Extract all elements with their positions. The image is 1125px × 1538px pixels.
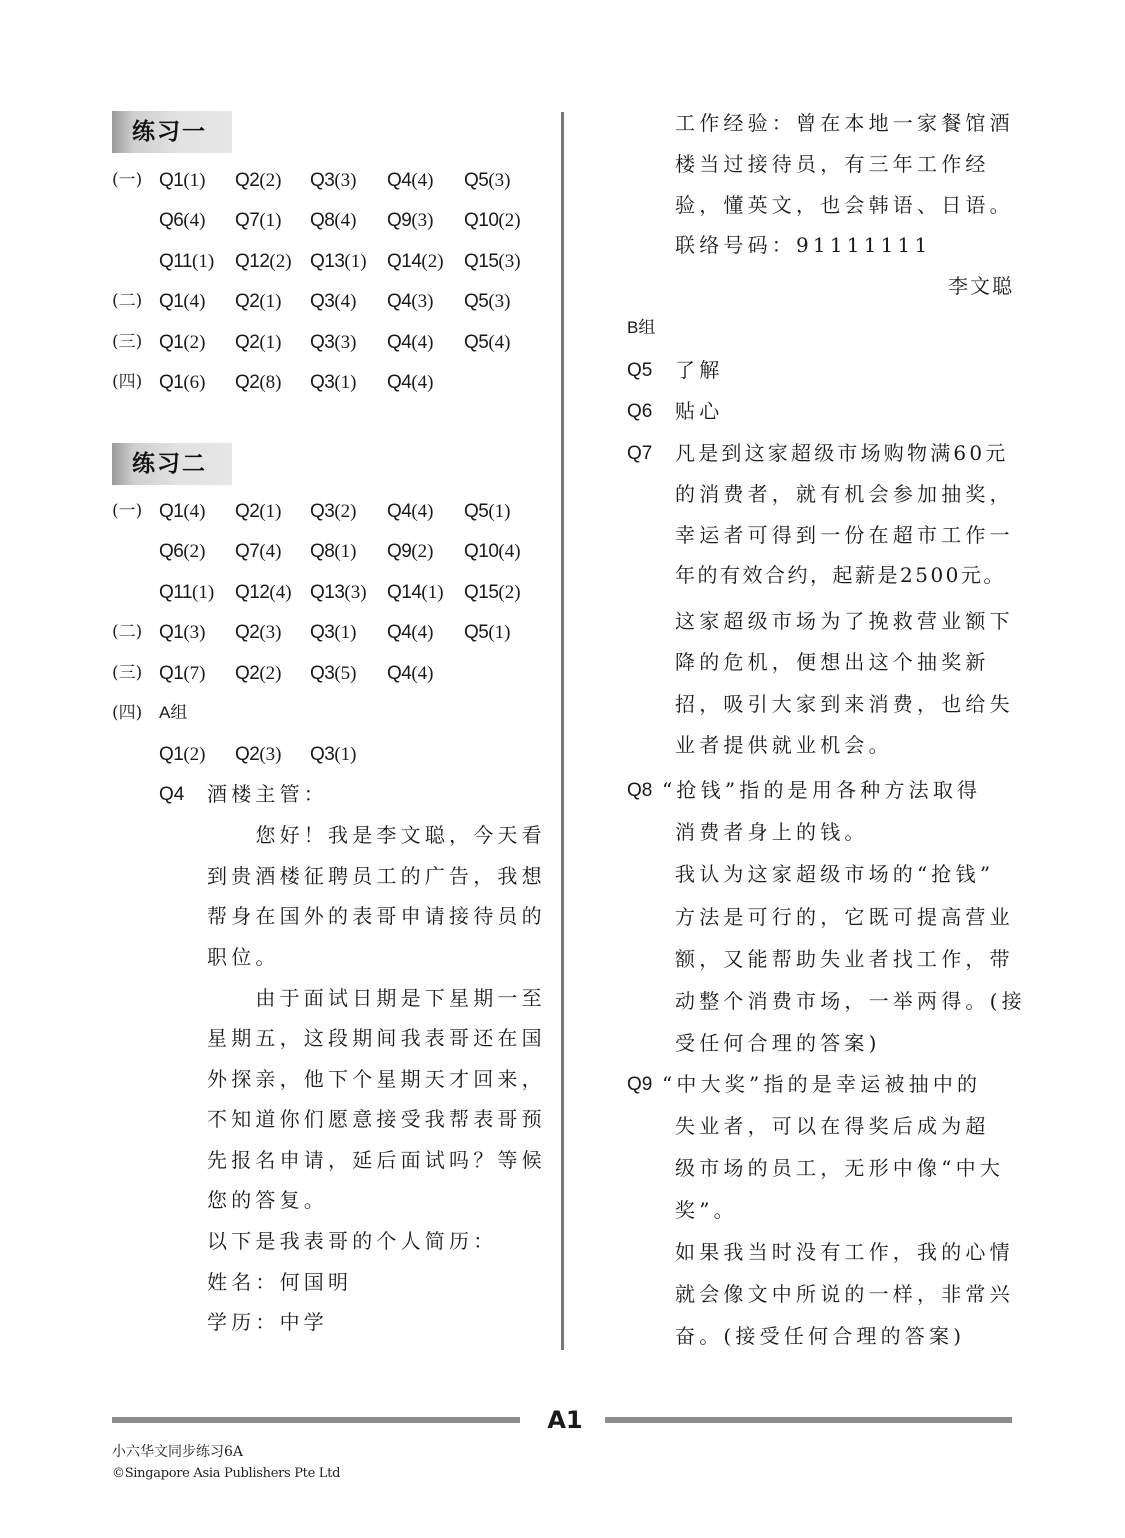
answer-row: (一) Q1(4) Q2(1) Q3(2) Q4(4) Q5(1): [112, 491, 552, 531]
text-line: 以下是我表哥的个人简历：: [207, 1229, 498, 1253]
text-line: 业者提供就业机会。: [675, 733, 893, 757]
book-title: 小六华文同步练习6A: [112, 1444, 244, 1460]
text-line: 工作经验：曾在本地一家餐馆酒: [675, 111, 1014, 135]
footer-rule-right: [605, 1417, 1012, 1423]
text-line: 到贵酒楼征聘员工的广告，我想: [207, 864, 546, 888]
answer-row: Q11(1) Q12(2) Q13(1) Q14(2) Q15(3): [159, 251, 521, 272]
text-line: 了解: [675, 358, 724, 382]
text-line: 凡是到这家超级市场购物满60元: [675, 441, 1009, 465]
text-line: 先报名申请，延后面试吗？等候: [207, 1148, 546, 1172]
text-line: 幸运者可得到一份在超市工作一: [675, 523, 1014, 547]
text-line: 年的有效合约，起薪是2500元。: [675, 563, 1006, 587]
text-line: 消费者身上的钱。: [675, 820, 869, 844]
section-label: (二): [112, 622, 143, 642]
text-line: 贴心: [675, 399, 724, 423]
text-line: 级市场的员工，无形中像“中大: [675, 1156, 1005, 1180]
text-line: 的消费者，就有机会参加抽奖，: [675, 482, 1014, 506]
answer-row: (三) Q1(7) Q2(2) Q3(5) Q4(4): [112, 653, 552, 693]
text-line: 失业者，可以在得奖后成为超: [675, 1114, 990, 1138]
text-line: 帮身在国外的表哥申请接待员的: [207, 904, 546, 928]
answer-row: Q11(1) Q12(4) Q13(3) Q14(1) Q15(2): [159, 582, 521, 603]
text-line: 如果我当时没有工作，我的心情: [675, 1240, 1014, 1264]
text-line: 您的答复。: [207, 1188, 328, 1212]
answer-row: Q6(4) Q7(1) Q8(4) Q9(3) Q10(2): [159, 210, 521, 231]
text-line: 职位。: [207, 945, 280, 969]
exercise-2-title: 练习二: [112, 443, 232, 485]
footer-rule-left: [112, 1417, 520, 1423]
section-label: (一): [112, 501, 143, 521]
answer-row: Q6(2) Q7(4) Q8(1) Q9(2) Q10(4): [159, 541, 521, 562]
text-line: “抢钱”指的是用各种方法取得: [662, 778, 982, 802]
answer-row: (一) Q1(1) Q2(2) Q3(3) Q4(4) Q5(3): [112, 160, 552, 200]
text-line: 学历：中学: [207, 1310, 328, 1334]
text-line: 外探亲，他下个星期天才回来，: [207, 1067, 546, 1091]
letter-salutation: 酒楼主管：: [207, 782, 328, 806]
text-line: 就会像文中所说的一样，非常兴: [675, 1282, 1014, 1306]
text-line: 不知道你们愿意接受我帮表哥预: [207, 1107, 546, 1131]
text-line: 您好！我是李文聪，今天看: [207, 823, 546, 847]
answer-row: (二) Q1(4) Q2(1) Q3(4) Q4(3) Q5(3): [112, 281, 552, 321]
text-line: 我认为这家超级市场的“抢钱”: [675, 862, 995, 886]
question-label: Q7: [627, 443, 653, 464]
group-b-label: B组: [627, 318, 656, 337]
text-line: 这家超级市场为了挽救营业额下: [675, 609, 1014, 633]
column-divider: [561, 112, 564, 1350]
text-line: 奖”。: [675, 1198, 738, 1222]
answer-row: (三) Q1(2) Q2(1) Q3(3) Q4(4) Q5(4): [112, 322, 552, 362]
text-line: 动整个消费市场，一举两得。(接: [675, 989, 1026, 1013]
section-label: (四): [112, 372, 143, 392]
section-label: (三): [112, 663, 143, 683]
text-line: 招，吸引大家到来消费，也给失: [675, 692, 1014, 716]
letter-signature: 李文聪: [948, 274, 1014, 298]
text-line: 额，又能帮助失业者找工作，带: [675, 947, 1014, 971]
group-a-label: A组: [159, 703, 188, 722]
question-label: Q4: [159, 784, 185, 805]
text-line: 联络号码：91111111: [675, 233, 932, 257]
answer-row: (二) Q1(3) Q2(3) Q3(1) Q4(4) Q5(1): [112, 612, 552, 652]
text-line: 受任何合理的答案): [675, 1031, 881, 1055]
text-line: 方法是可行的，它既可提高营业: [675, 905, 1014, 929]
question-label: Q5: [627, 360, 653, 381]
answer-row: Q1(2) Q2(3) Q3(1): [159, 744, 357, 765]
text-line: 奋。(接受任何合理的答案): [675, 1324, 966, 1348]
text-line: 验，懂英文，也会韩语、日语。: [675, 193, 1014, 217]
question-label: Q8: [627, 780, 653, 801]
answer-row: [112, 693, 552, 733]
text-line: 由于面试日期是下星期一至: [207, 986, 546, 1010]
text-line: 星期五，这段期间我表哥还在国: [207, 1026, 546, 1050]
question-label: Q6: [627, 401, 653, 422]
question-label: Q9: [627, 1074, 653, 1095]
section-label: (四): [112, 703, 143, 723]
exercise-1-title: 练习一: [112, 111, 232, 153]
copyright: ©Singapore Asia Publishers Pte Ltd: [112, 1466, 341, 1481]
text-line: 楼当过接待员，有三年工作经: [675, 152, 990, 176]
text-line: 姓名：何国明: [207, 1270, 353, 1294]
page-number: A1: [547, 1406, 583, 1434]
text-line: “中大奖”指的是幸运被抽中的: [662, 1072, 982, 1096]
section-label: (一): [112, 170, 143, 190]
section-label: (二): [112, 291, 143, 311]
section-label: (三): [112, 332, 143, 352]
text-line: 降的危机，便想出这个抽奖新: [675, 650, 990, 674]
answer-row: (四) Q1(6) Q2(8) Q3(1) Q4(4): [112, 362, 552, 402]
